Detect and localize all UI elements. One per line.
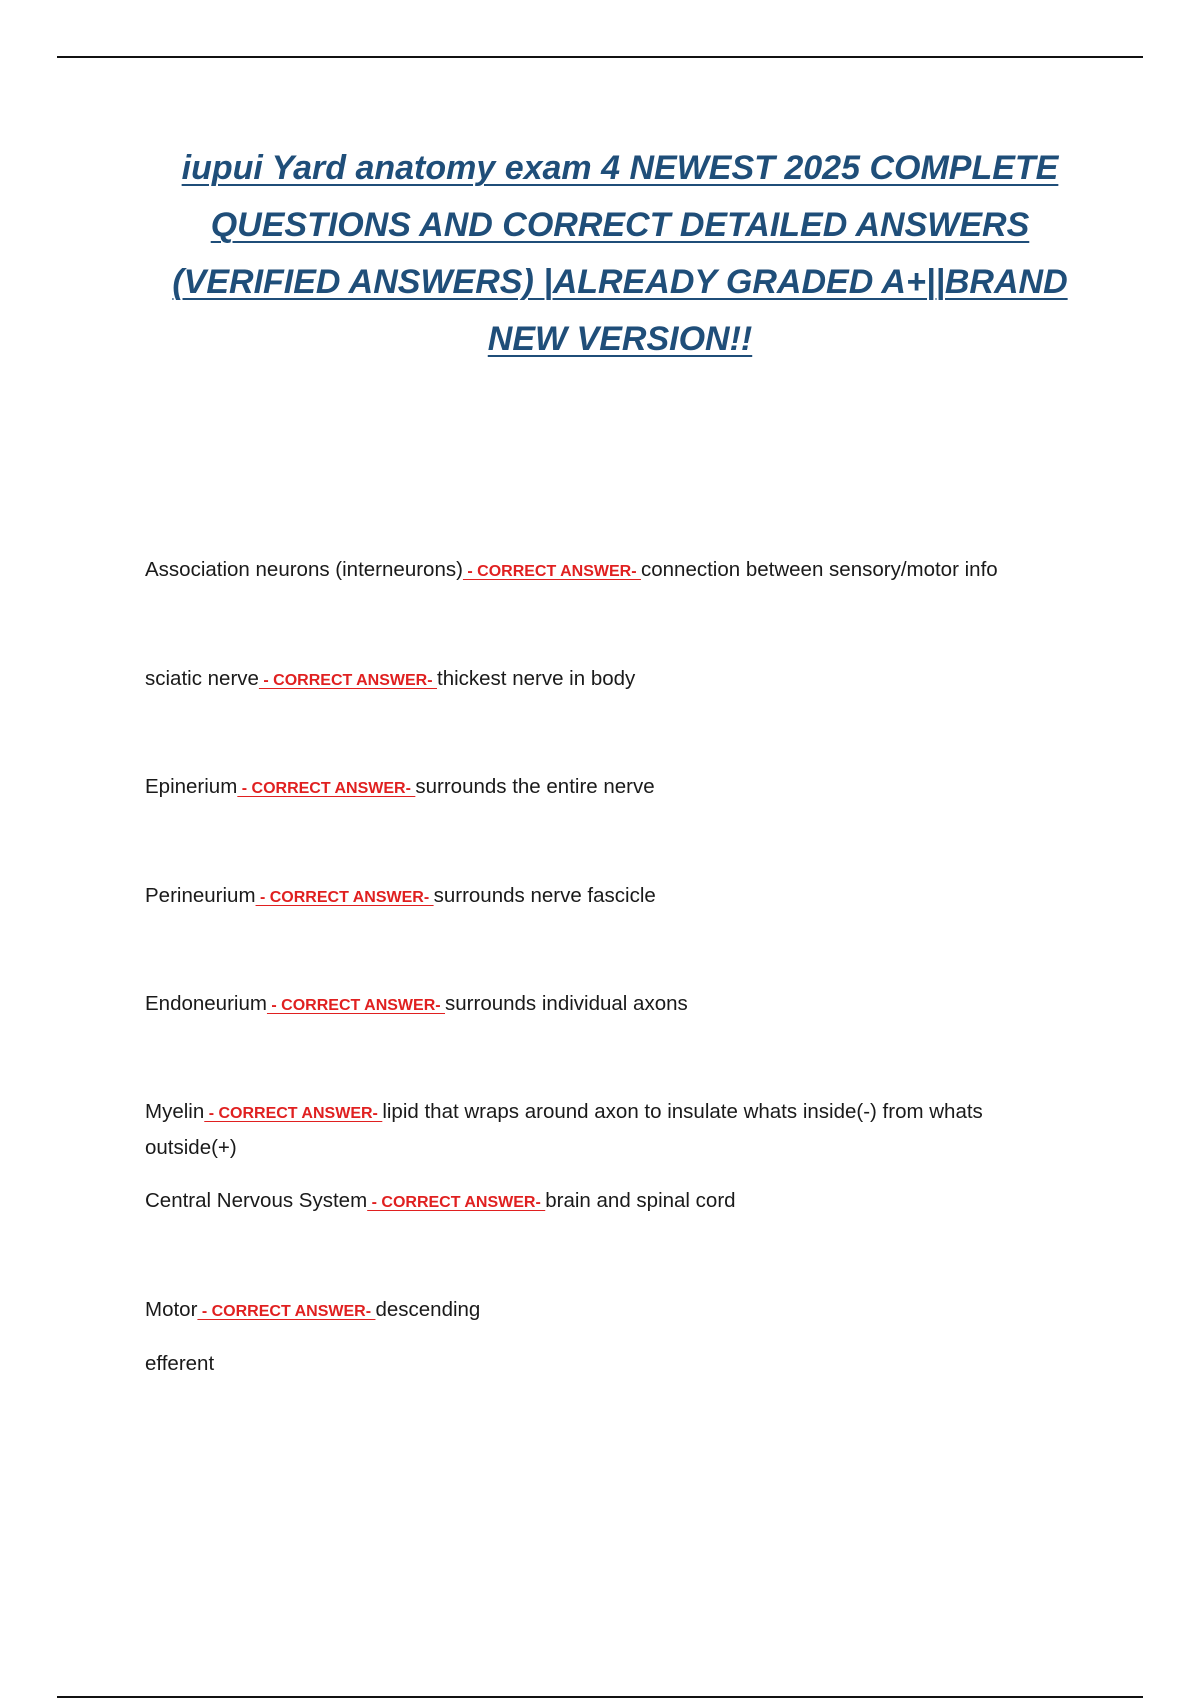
answer-text: connection between sensory/motor info (640, 558, 998, 581)
answer-text: descending (375, 1298, 481, 1321)
correct-answer-marker: - CORRECT ANSWER- (255, 889, 434, 906)
correct-answer-marker: - CORRECT ANSWER- (237, 780, 416, 797)
correct-answer-marker: - CORRECT ANSWER- (462, 563, 641, 580)
correct-answer-marker: - CORRECT ANSWER- (258, 672, 437, 689)
qa-item (145, 879, 1075, 915)
question-term: Association neurons (interneurons) (145, 558, 463, 581)
question-term: Myelin (145, 1100, 205, 1123)
qa-item (145, 553, 1075, 589)
qa-item (145, 1184, 1075, 1220)
answer-text: brain and spinal cord (545, 1189, 736, 1212)
answer-text: surrounds nerve fascicle (433, 884, 656, 907)
qa-item (145, 662, 1075, 698)
qa-item (145, 770, 1075, 806)
answer-text: thickest nerve in body (437, 667, 636, 690)
question-term: Central Nervous System (145, 1189, 368, 1212)
question-term: sciatic nerve (145, 667, 259, 690)
correct-answer-marker: - CORRECT ANSWER- (367, 1194, 546, 1211)
question-term: Perineurium (145, 884, 256, 907)
correct-answer-marker: - CORRECT ANSWER- (197, 1303, 376, 1320)
correct-answer-marker: - CORRECT ANSWER- (204, 1105, 383, 1122)
answer-text: lipid that wraps around axon to insulate whats inside(-) from whats outside(+) (145, 1100, 983, 1159)
top-rule (57, 56, 1143, 58)
qa-item (145, 987, 1075, 1023)
question-term: Epinerium (145, 775, 238, 798)
answer-continuation: efferent (145, 1352, 215, 1375)
question-term: Endoneurium (145, 992, 267, 1015)
qa-item (145, 1095, 1075, 1165)
answer-text: surrounds individual axons (445, 992, 688, 1015)
correct-answer-marker: - CORRECT ANSWER- (266, 997, 446, 1014)
answer-text: surrounds the entire nerve (415, 775, 655, 798)
qa-item (145, 1293, 1075, 1329)
question-term: Motor (145, 1298, 198, 1321)
bottom-rule (57, 1696, 1143, 1698)
document-title: iupui Yard anatomy exam 4 NEWEST 2025 COMPLETE QUESTIONS AND CORRECT DETAILED ANSWERS (VERIFIED ANSWERS) |ALREADY GRADED A+||BRAND NEW VERSION!! (172, 149, 1068, 358)
